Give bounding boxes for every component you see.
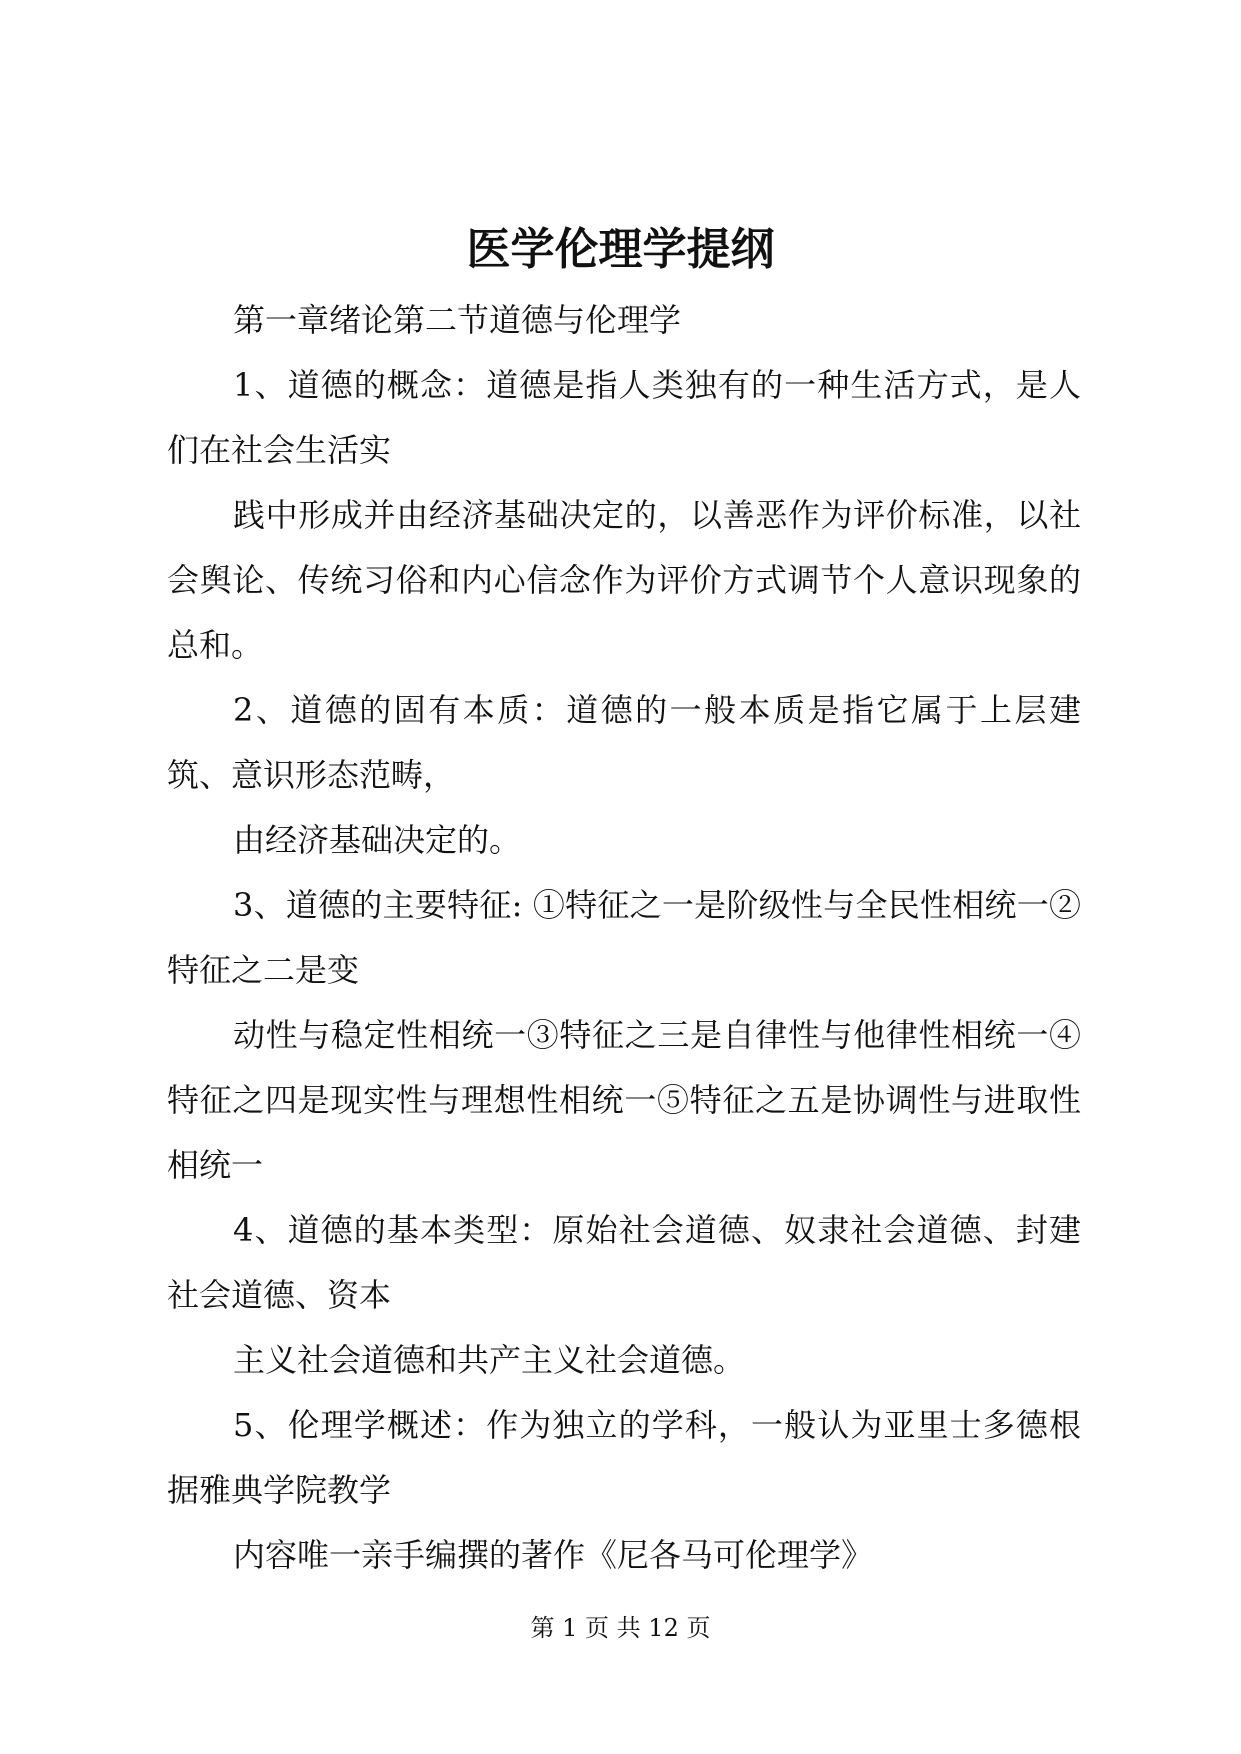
paragraph-9: 5、伦理学概述：作为独立的学科，一般认为亚里士多德根据雅典学院教学 <box>167 1406 1081 1509</box>
document-body <box>167 288 1081 1588</box>
paragraph-4: 由经济基础决定的。 <box>233 821 522 859</box>
paragraph-1: 1、道德的概念：道德是指人类独有的一种生活方式，是人们在社会生活实 <box>167 366 1081 469</box>
paragraph-8: 主义社会道德和共产主义社会道德。 <box>233 1341 746 1379</box>
document-title: 医学伦理学提纲 <box>466 224 775 275</box>
page-number-footer: 第 1 页 共 12 页 <box>530 1614 711 1642</box>
chapter-heading: 第一章绪论第二节道德与伦理学 <box>233 301 682 339</box>
paragraph-10: 内容唯一亲手编撰的著作《尼各马可伦理学》 <box>233 1536 874 1574</box>
paragraph-3: 2、道德的固有本质：道德的一般本质是指它属于上层建筑、意识形态范畴， <box>167 691 1081 794</box>
paragraph-2: 践中形成并由经济基础决定的，以善恶作为评价标准，以社会舆论、传统习俗和内心信念作为评价方式调节个人意识现象的总和。 <box>167 496 1081 664</box>
paragraph-6: 动性与稳定性相统一③特征之三是自律性与他律性相统一④特征之四是现实性与理想性相统一⑤特征之五是协调性与进取性相统一 <box>167 1016 1081 1184</box>
paragraph-5: 3、道德的主要特征: ①特征之一是阶级性与全民性相统一②特征之二是变 <box>167 886 1081 989</box>
paragraph-7: 4、道德的基本类型：原始社会道德、奴隶社会道德、封建社会道德、资本 <box>167 1211 1081 1314</box>
